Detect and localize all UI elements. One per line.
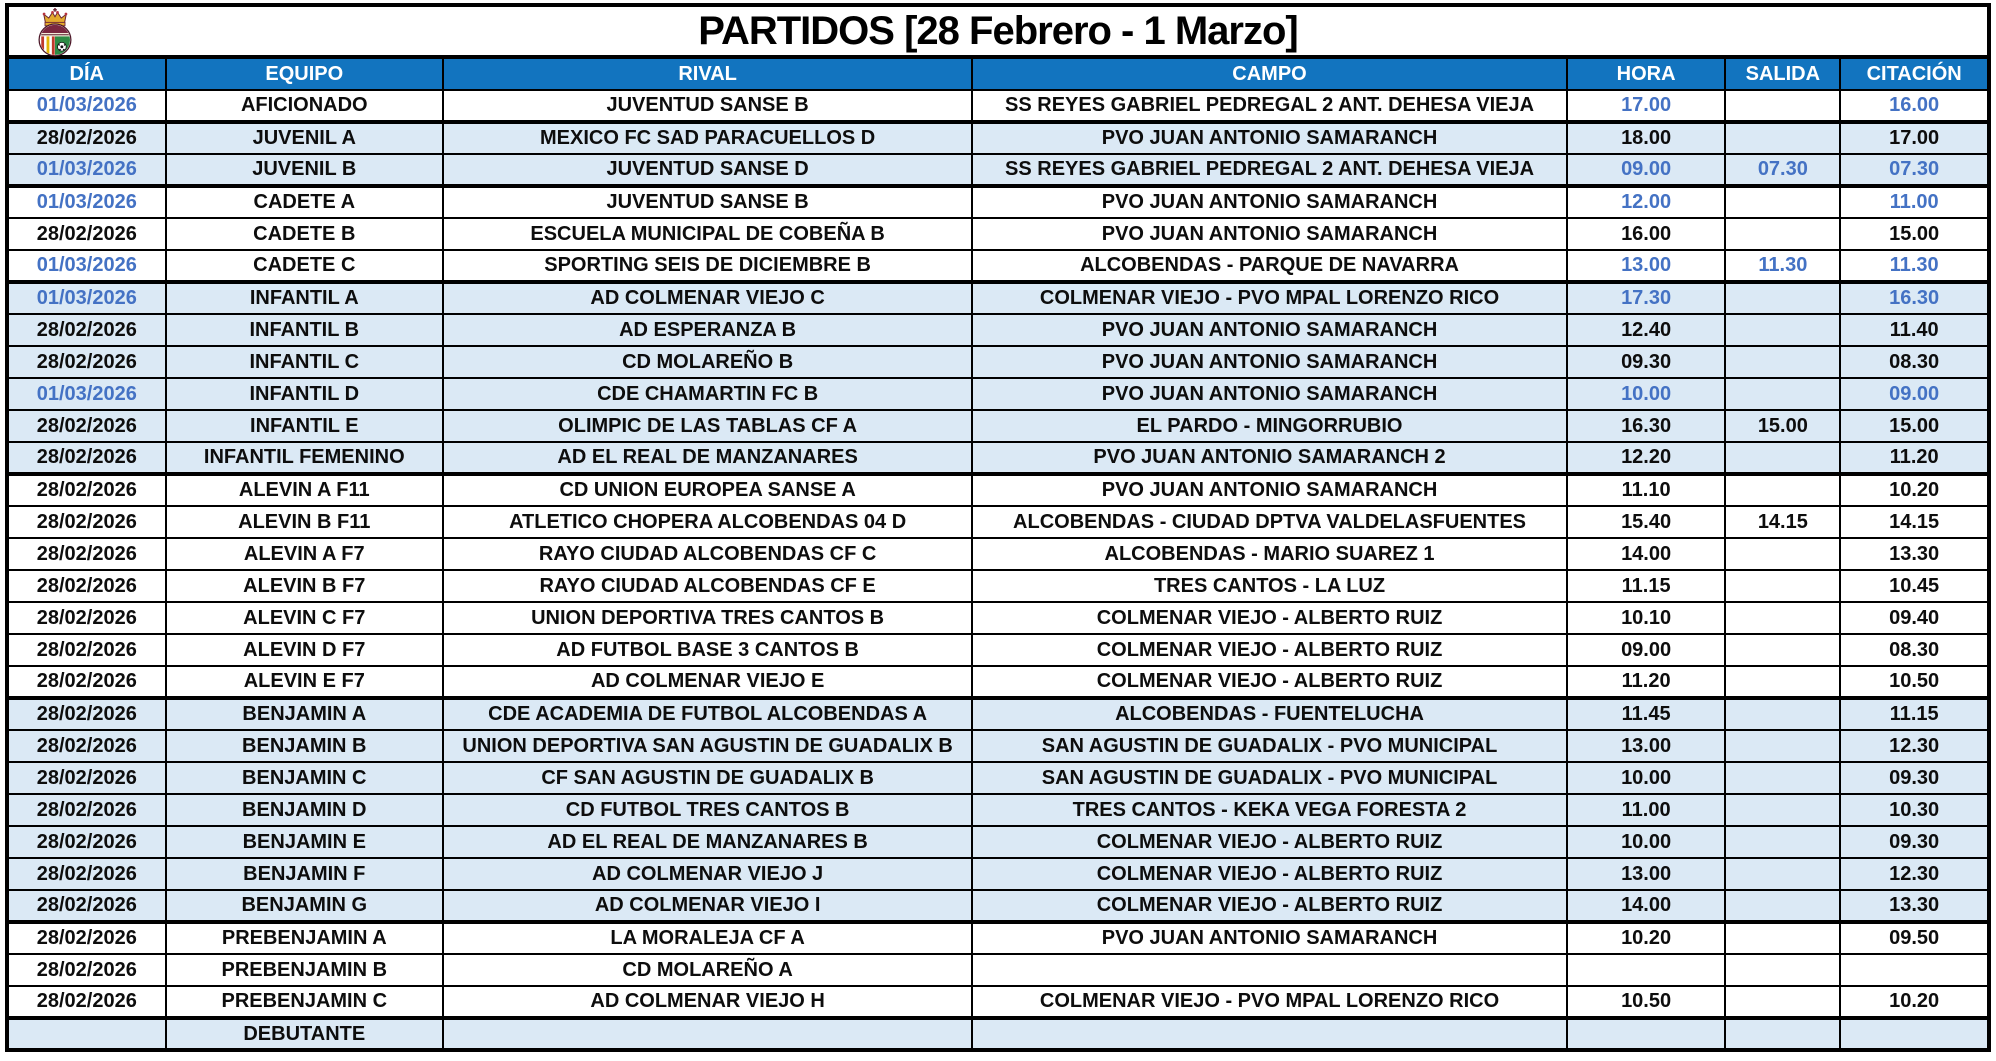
cell-hora: 10.00	[1567, 762, 1726, 794]
cell-equipo: INFANTIL B	[166, 314, 443, 346]
cell-campo: ALCOBENDAS - MARIO SUAREZ 1	[972, 538, 1567, 570]
cell-campo: PVO JUAN ANTONIO SAMARANCH	[972, 474, 1567, 506]
cell-hora: 11.00	[1567, 794, 1726, 826]
cell-rival: ATLETICO CHOPERA ALCOBENDAS 04 D	[443, 506, 972, 538]
cell-hora: 10.00	[1567, 826, 1726, 858]
table-row	[7, 474, 1989, 506]
cell-campo	[972, 1018, 1567, 1050]
cell-equipo: BENJAMIN A	[166, 698, 443, 730]
cell-citacion: 10.30	[1840, 794, 1989, 826]
cell-citacion: 13.30	[1840, 890, 1989, 922]
cell-citacion: 10.20	[1840, 986, 1989, 1018]
cell-citacion: 07.30	[1840, 154, 1989, 186]
cell-campo: PVO JUAN ANTONIO SAMARANCH 2	[972, 442, 1567, 474]
cell-hora: 15.40	[1567, 506, 1726, 538]
cell-campo: COLMENAR VIEJO - ALBERTO RUIZ	[972, 666, 1567, 698]
cell-rival: RAYO CIUDAD ALCOBENDAS CF C	[443, 538, 972, 570]
cell-citacion: 15.00	[1840, 410, 1989, 442]
cell-citacion: 12.30	[1840, 730, 1989, 762]
cell-citacion: 11.00	[1840, 186, 1989, 218]
column-header-dia: DÍA	[7, 57, 166, 90]
cell-equipo: CADETE A	[166, 186, 443, 218]
cell-dia: 28/02/2026	[7, 986, 166, 1018]
cell-campo: COLMENAR VIEJO - ALBERTO RUIZ	[972, 890, 1567, 922]
table-row	[7, 410, 1989, 442]
cell-salida	[1725, 1018, 1840, 1050]
table-row	[7, 826, 1989, 858]
table-row	[7, 602, 1989, 634]
cell-dia: 28/02/2026	[7, 762, 166, 794]
cell-equipo: ALEVIN C F7	[166, 602, 443, 634]
cell-dia: 28/02/2026	[7, 218, 166, 250]
table-row	[7, 250, 1989, 282]
cell-dia: 28/02/2026	[7, 954, 166, 986]
cell-hora: 10.10	[1567, 602, 1726, 634]
cell-hora: 11.20	[1567, 666, 1726, 698]
table-row	[7, 570, 1989, 602]
table-row	[7, 890, 1989, 922]
cell-citacion: 11.40	[1840, 314, 1989, 346]
cell-salida	[1725, 794, 1840, 826]
cell-dia: 01/03/2026	[7, 90, 166, 122]
cell-dia: 28/02/2026	[7, 410, 166, 442]
cell-salida	[1725, 282, 1840, 314]
cell-dia: 28/02/2026	[7, 122, 166, 154]
table-row	[7, 90, 1989, 122]
cell-salida	[1725, 186, 1840, 218]
cell-equipo: PREBENJAMIN A	[166, 922, 443, 954]
cell-rival: MEXICO FC SAD PARACUELLOS D	[443, 122, 972, 154]
cell-dia: 28/02/2026	[7, 922, 166, 954]
cell-campo: PVO JUAN ANTONIO SAMARANCH	[972, 314, 1567, 346]
cell-citacion: 17.00	[1840, 122, 1989, 154]
cell-salida	[1725, 218, 1840, 250]
cell-hora: 10.20	[1567, 922, 1726, 954]
table-row	[7, 986, 1989, 1018]
table-row	[7, 122, 1989, 154]
cell-hora: 14.00	[1567, 538, 1726, 570]
cell-equipo: JUVENIL B	[166, 154, 443, 186]
table-row	[7, 218, 1989, 250]
cell-rival: CD FUTBOL TRES CANTOS B	[443, 794, 972, 826]
cell-equipo: BENJAMIN C	[166, 762, 443, 794]
cell-campo: PVO JUAN ANTONIO SAMARANCH	[972, 378, 1567, 410]
cell-salida	[1725, 858, 1840, 890]
cell-salida	[1725, 538, 1840, 570]
cell-dia: 28/02/2026	[7, 890, 166, 922]
cell-dia: 28/02/2026	[7, 346, 166, 378]
cell-rival: RAYO CIUDAD ALCOBENDAS CF E	[443, 570, 972, 602]
cell-dia: 28/02/2026	[7, 858, 166, 890]
table-row	[7, 538, 1989, 570]
cell-rival: AD COLMENAR VIEJO C	[443, 282, 972, 314]
cell-equipo: CADETE C	[166, 250, 443, 282]
cell-hora: 13.00	[1567, 250, 1726, 282]
cell-campo: TRES CANTOS - LA LUZ	[972, 570, 1567, 602]
cell-salida	[1725, 634, 1840, 666]
cell-rival: OLIMPIC DE LAS TABLAS CF A	[443, 410, 972, 442]
cell-dia: 28/02/2026	[7, 666, 166, 698]
table-row	[7, 154, 1989, 186]
title-bar	[5, 3, 1991, 55]
cell-equipo: ALEVIN B F7	[166, 570, 443, 602]
cell-rival: UNION DEPORTIVA TRES CANTOS B	[443, 602, 972, 634]
cell-campo: ALCOBENDAS - CIUDAD DPTVA VALDELASFUENTES	[972, 506, 1567, 538]
page-title: PARTIDOS [28 Febrero - 1 Marzo]	[698, 9, 1298, 53]
cell-dia: 28/02/2026	[7, 474, 166, 506]
cell-equipo: BENJAMIN E	[166, 826, 443, 858]
cell-rival: CDE CHAMARTIN FC B	[443, 378, 972, 410]
cell-citacion: 10.20	[1840, 474, 1989, 506]
cell-hora: 18.00	[1567, 122, 1726, 154]
cell-dia: 28/02/2026	[7, 538, 166, 570]
cell-rival: AD COLMENAR VIEJO H	[443, 986, 972, 1018]
cell-equipo: ALEVIN E F7	[166, 666, 443, 698]
cell-equipo: ALEVIN A F7	[166, 538, 443, 570]
cell-hora: 11.45	[1567, 698, 1726, 730]
cell-dia: 01/03/2026	[7, 250, 166, 282]
cell-equipo: PREBENJAMIN C	[166, 986, 443, 1018]
cell-hora: 09.30	[1567, 346, 1726, 378]
cell-salida	[1725, 602, 1840, 634]
cell-rival: JUVENTUD SANSE B	[443, 90, 972, 122]
cell-hora: 12.40	[1567, 314, 1726, 346]
cell-equipo: BENJAMIN D	[166, 794, 443, 826]
cell-rival: AD COLMENAR VIEJO I	[443, 890, 972, 922]
cell-dia: 28/02/2026	[7, 602, 166, 634]
cell-rival: CD MOLAREÑO B	[443, 346, 972, 378]
cell-hora: 16.00	[1567, 218, 1726, 250]
cell-equipo: BENJAMIN G	[166, 890, 443, 922]
cell-hora: 13.00	[1567, 730, 1726, 762]
cell-salida	[1725, 922, 1840, 954]
table-row	[7, 346, 1989, 378]
column-header-salida: SALIDA	[1725, 57, 1840, 90]
cell-rival: AD ESPERANZA B	[443, 314, 972, 346]
cell-salida: 15.00	[1725, 410, 1840, 442]
cell-citacion: 14.15	[1840, 506, 1989, 538]
cell-equipo: CADETE B	[166, 218, 443, 250]
cell-campo: SS REYES GABRIEL PEDREGAL 2 ANT. DEHESA VIEJA	[972, 90, 1567, 122]
cell-salida	[1725, 986, 1840, 1018]
cell-citacion: 09.30	[1840, 762, 1989, 794]
cell-hora: 11.15	[1567, 570, 1726, 602]
cell-hora: 09.00	[1567, 634, 1726, 666]
schedule-sheet	[5, 3, 1991, 1052]
cell-salida	[1725, 666, 1840, 698]
cell-campo: PVO JUAN ANTONIO SAMARANCH	[972, 922, 1567, 954]
cell-campo: COLMENAR VIEJO - ALBERTO RUIZ	[972, 634, 1567, 666]
cell-equipo: ALEVIN B F11	[166, 506, 443, 538]
cell-salida	[1725, 122, 1840, 154]
cell-campo: EL PARDO - MINGORRUBIO	[972, 410, 1567, 442]
cell-equipo: INFANTIL A	[166, 282, 443, 314]
cell-rival: CF SAN AGUSTIN DE GUADALIX B	[443, 762, 972, 794]
cell-dia: 28/02/2026	[7, 442, 166, 474]
cell-citacion: 09.50	[1840, 922, 1989, 954]
cell-citacion	[1840, 1018, 1989, 1050]
cell-hora: 12.20	[1567, 442, 1726, 474]
cell-salida: 14.15	[1725, 506, 1840, 538]
cell-salida: 07.30	[1725, 154, 1840, 186]
cell-dia: 28/02/2026	[7, 698, 166, 730]
cell-citacion: 09.40	[1840, 602, 1989, 634]
cell-equipo: INFANTIL FEMENINO	[166, 442, 443, 474]
cell-citacion: 13.30	[1840, 538, 1989, 570]
cell-equipo: BENJAMIN B	[166, 730, 443, 762]
table-row	[7, 730, 1989, 762]
cell-dia: 28/02/2026	[7, 826, 166, 858]
cell-equipo: JUVENIL A	[166, 122, 443, 154]
table-row	[7, 186, 1989, 218]
cell-hora: 13.00	[1567, 858, 1726, 890]
cell-rival: AD EL REAL DE MANZANARES B	[443, 826, 972, 858]
cell-rival: JUVENTUD SANSE D	[443, 154, 972, 186]
cell-citacion: 11.20	[1840, 442, 1989, 474]
cell-equipo: ALEVIN A F11	[166, 474, 443, 506]
cell-citacion: 08.30	[1840, 346, 1989, 378]
cell-rival: AD EL REAL DE MANZANARES	[443, 442, 972, 474]
cell-dia	[7, 1018, 166, 1050]
table-row	[7, 762, 1989, 794]
cell-equipo: INFANTIL D	[166, 378, 443, 410]
cell-citacion: 11.30	[1840, 250, 1989, 282]
cell-campo: ALCOBENDAS - FUENTELUCHA	[972, 698, 1567, 730]
column-header-hora: HORA	[1567, 57, 1726, 90]
table-row	[7, 698, 1989, 730]
cell-equipo: BENJAMIN F	[166, 858, 443, 890]
cell-salida	[1725, 90, 1840, 122]
cell-rival: CDE ACADEMIA DE FUTBOL ALCOBENDAS A	[443, 698, 972, 730]
cell-hora: 10.00	[1567, 378, 1726, 410]
cell-rival: AD FUTBOL BASE 3 CANTOS B	[443, 634, 972, 666]
cell-campo	[972, 954, 1567, 986]
crest-cross-bar	[53, 9, 57, 10]
cell-rival: SPORTING SEIS DE DICIEMBRE B	[443, 250, 972, 282]
cell-equipo: AFICIONADO	[166, 90, 443, 122]
cell-citacion: 10.50	[1840, 666, 1989, 698]
matches-table	[5, 55, 1991, 1052]
cell-salida	[1725, 314, 1840, 346]
cell-campo: PVO JUAN ANTONIO SAMARANCH	[972, 186, 1567, 218]
cell-rival: AD COLMENAR VIEJO J	[443, 858, 972, 890]
cell-salida	[1725, 442, 1840, 474]
cell-campo: SAN AGUSTIN DE GUADALIX - PVO MUNICIPAL	[972, 730, 1567, 762]
table-row	[7, 634, 1989, 666]
cell-citacion: 16.00	[1840, 90, 1989, 122]
cell-campo: COLMENAR VIEJO - ALBERTO RUIZ	[972, 858, 1567, 890]
cell-dia: 28/02/2026	[7, 506, 166, 538]
cell-salida	[1725, 762, 1840, 794]
cell-rival: UNION DEPORTIVA SAN AGUSTIN DE GUADALIX B	[443, 730, 972, 762]
cell-rival: CD MOLAREÑO A	[443, 954, 972, 986]
cell-rival: LA MORALEJA CF A	[443, 922, 972, 954]
cell-citacion: 11.15	[1840, 698, 1989, 730]
cell-salida	[1725, 378, 1840, 410]
cell-salida	[1725, 890, 1840, 922]
cell-dia: 01/03/2026	[7, 378, 166, 410]
cell-hora: 09.00	[1567, 154, 1726, 186]
cell-rival: CD UNION EUROPEA SANSE A	[443, 474, 972, 506]
cell-campo: COLMENAR VIEJO - PVO MPAL LORENZO RICO	[972, 282, 1567, 314]
cell-citacion: 12.30	[1840, 858, 1989, 890]
cell-citacion: 08.30	[1840, 634, 1989, 666]
cell-equipo: INFANTIL E	[166, 410, 443, 442]
cell-salida	[1725, 826, 1840, 858]
table-row	[7, 858, 1989, 890]
cell-hora	[1567, 1018, 1726, 1050]
cell-equipo: PREBENJAMIN B	[166, 954, 443, 986]
table-row	[7, 378, 1989, 410]
table-row	[7, 794, 1989, 826]
cell-equipo: ALEVIN D F7	[166, 634, 443, 666]
cell-citacion: 15.00	[1840, 218, 1989, 250]
cell-campo: SAN AGUSTIN DE GUADALIX - PVO MUNICIPAL	[972, 762, 1567, 794]
cell-rival: ESCUELA MUNICIPAL DE COBEÑA B	[443, 218, 972, 250]
cell-campo: COLMENAR VIEJO - ALBERTO RUIZ	[972, 826, 1567, 858]
cell-equipo: INFANTIL C	[166, 346, 443, 378]
cell-equipo: DEBUTANTE	[166, 1018, 443, 1050]
cell-hora: 17.30	[1567, 282, 1726, 314]
table-row	[7, 282, 1989, 314]
cell-dia: 01/03/2026	[7, 186, 166, 218]
cell-citacion: 09.30	[1840, 826, 1989, 858]
cell-citacion	[1840, 954, 1989, 986]
cell-hora: 16.30	[1567, 410, 1726, 442]
column-header-row	[7, 57, 1989, 90]
table-row	[7, 922, 1989, 954]
cell-campo: TRES CANTOS - KEKA VEGA FORESTA 2	[972, 794, 1567, 826]
club-crest-logo	[31, 8, 79, 58]
cell-campo: COLMENAR VIEJO - PVO MPAL LORENZO RICO	[972, 986, 1567, 1018]
cell-salida	[1725, 730, 1840, 762]
cell-campo: PVO JUAN ANTONIO SAMARANCH	[972, 346, 1567, 378]
cell-campo: PVO JUAN ANTONIO SAMARANCH	[972, 122, 1567, 154]
table-row	[7, 954, 1989, 986]
column-header-citacion: CITACIÓN	[1840, 57, 1989, 90]
cell-dia: 28/02/2026	[7, 634, 166, 666]
cell-salida: 11.30	[1725, 250, 1840, 282]
cell-campo: SS REYES GABRIEL PEDREGAL 2 ANT. DEHESA VIEJA	[972, 154, 1567, 186]
cell-rival: JUVENTUD SANSE B	[443, 186, 972, 218]
cell-dia: 28/02/2026	[7, 794, 166, 826]
cell-salida	[1725, 474, 1840, 506]
cell-citacion: 10.45	[1840, 570, 1989, 602]
column-header-campo: CAMPO	[972, 57, 1567, 90]
cell-hora: 17.00	[1567, 90, 1726, 122]
table-row	[7, 442, 1989, 474]
table-row	[7, 666, 1989, 698]
cell-salida	[1725, 346, 1840, 378]
cell-salida	[1725, 954, 1840, 986]
column-header-equipo: EQUIPO	[166, 57, 443, 90]
cell-dia: 28/02/2026	[7, 730, 166, 762]
cell-rival	[443, 1018, 972, 1050]
cell-salida	[1725, 698, 1840, 730]
cell-dia: 01/03/2026	[7, 282, 166, 314]
cell-hora	[1567, 954, 1726, 986]
cell-hora: 11.10	[1567, 474, 1726, 506]
cell-campo: ALCOBENDAS - PARQUE DE NAVARRA	[972, 250, 1567, 282]
cell-campo: COLMENAR VIEJO - ALBERTO RUIZ	[972, 602, 1567, 634]
cell-dia: 28/02/2026	[7, 570, 166, 602]
cell-citacion: 16.30	[1840, 282, 1989, 314]
cell-rival: AD COLMENAR VIEJO E	[443, 666, 972, 698]
table-row	[7, 314, 1989, 346]
table-row	[7, 1018, 1989, 1050]
column-header-rival: RIVAL	[443, 57, 972, 90]
table-row	[7, 506, 1989, 538]
cell-dia: 01/03/2026	[7, 154, 166, 186]
cell-dia: 28/02/2026	[7, 314, 166, 346]
cell-hora: 12.00	[1567, 186, 1726, 218]
cell-hora: 14.00	[1567, 890, 1726, 922]
cell-campo: PVO JUAN ANTONIO SAMARANCH	[972, 218, 1567, 250]
cell-citacion: 09.00	[1840, 378, 1989, 410]
cell-salida	[1725, 570, 1840, 602]
cell-hora: 10.50	[1567, 986, 1726, 1018]
